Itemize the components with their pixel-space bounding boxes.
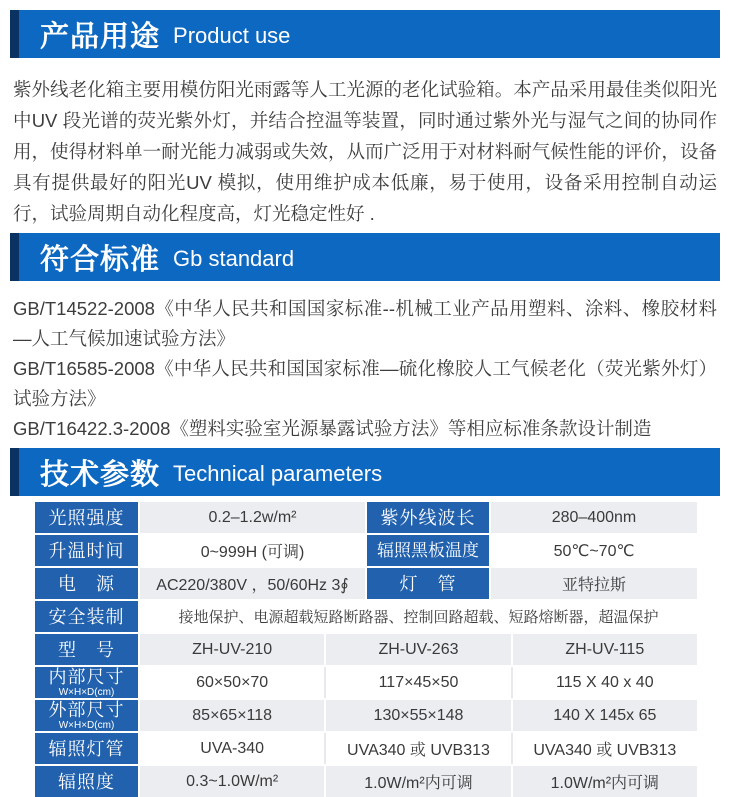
spec-row-irradiance	[35, 766, 697, 797]
section-title-cn: 技术参数	[40, 458, 161, 491]
spec-value: ZH-UV-210	[140, 634, 324, 665]
spec-label	[35, 700, 138, 731]
standard-item: GB/T16422.3-2008《塑料实验室光源暴露试验方法》等相应标准条款设计制造	[13, 418, 652, 439]
spec-value: 亚特拉斯	[491, 568, 697, 599]
spec-value: UVA340 或 UVB313	[326, 733, 510, 764]
section-title-en: Technical parameters	[173, 461, 383, 486]
banner-left-accent	[10, 233, 19, 281]
spec-value: 0.3~1.0W/m²	[140, 766, 324, 797]
spec-label: 安全装制	[35, 601, 138, 632]
spec-value: 50℃~70℃	[491, 535, 697, 566]
spec-label-sub: W×H×D(cm)	[58, 687, 115, 698]
section-title-en: Product use	[173, 23, 291, 48]
standard-item: GB/T16585-2008《中华人民共和国国家标准—硫化橡胶人工气候老化（荧光紫外灯）试验方法》	[13, 358, 717, 409]
section-title-cn: 产品用途	[40, 20, 161, 53]
spec-label: 辐照黑板温度	[367, 535, 489, 566]
spec-value: 60×50×70	[140, 667, 324, 698]
standards-list	[13, 294, 717, 444]
standard-item: GB/T14522-2008《中华人民共和国国家标准--机械工业产品用塑料、涂料、橡胶材料—人工气候加速试验方法》	[13, 298, 717, 349]
spec-value: 0.2–1.2w/m²	[140, 502, 365, 533]
banner-left-accent	[10, 448, 19, 496]
spec-row-safety-devices	[35, 601, 697, 632]
spec-row-radiation-lamp	[35, 733, 697, 764]
spec-value: 130×55×148	[326, 700, 510, 731]
spec-row-model	[35, 634, 697, 665]
spec-row-outer-size	[35, 700, 697, 731]
section-title-en: Gb standard	[173, 246, 295, 271]
section-banner-product-use	[10, 10, 720, 58]
spec-value: UVA-340	[140, 733, 324, 764]
spec-label	[35, 634, 138, 665]
spec-row-inner-size	[35, 667, 697, 698]
banner-left-accent	[10, 10, 19, 58]
section-banner-technical-parameters	[10, 448, 720, 496]
spec-value: UVA340 或 UVB313	[513, 733, 697, 764]
technical-parameters-table	[35, 502, 697, 797]
spec-row-power	[35, 568, 697, 599]
spec-value: 280–400nm	[491, 502, 697, 533]
spec-label-sub: W×H×D(cm)	[58, 720, 115, 731]
spec-label-text: 型 号	[58, 639, 115, 660]
spec-label	[35, 667, 138, 698]
spec-row-heatup-time	[35, 535, 697, 566]
spec-label	[35, 733, 138, 764]
spec-label: 紫外线波长	[367, 502, 489, 533]
spec-value: 1.0W/m²内可调	[326, 766, 510, 797]
spec-label: 电 源	[35, 568, 138, 599]
spec-label-text: 外部尺寸	[48, 700, 125, 720]
spec-label: 光照强度	[35, 502, 138, 533]
spec-value: 接地保护、电源超载短路断路器、控制回路超载、短路熔断器，超温保护	[140, 601, 697, 632]
spec-label-text: 内部尺寸	[48, 667, 125, 687]
spec-label	[35, 766, 138, 797]
spec-value: 140 X 145x 65	[513, 700, 697, 731]
spec-value: 85×65×118	[140, 700, 324, 731]
spec-value: 1.0W/m²内可调	[513, 766, 697, 797]
spec-label-text: 辐照度	[58, 771, 115, 792]
spec-row-light-intensity	[35, 502, 697, 533]
product-use-paragraph: 紫外线老化箱主要用模仿阳光雨露等人工光源的老化试验箱。本产品采用最佳类似阳光中UV 段光谱的荧光紫外灯，并结合控温等装置，同时通过紫外光与湿气之间的协同作用，使得材料单一耐光能力减弱或失效，从而广泛用于对材料耐气候性能的评价，设备具有提供最好的阳光UV 模拟，使用维护成本低廉，易于使用，设备采用控制自动运行，试验周期自动化程度高，灯光稳定性好 .	[13, 79, 717, 224]
spec-label-text: 辐照灯管	[48, 738, 125, 759]
spec-value: 115 X 40 x 40	[513, 667, 697, 698]
section-banner-gb-standard	[10, 233, 720, 281]
spec-label: 灯 管	[367, 568, 489, 599]
section-title-cn: 符合标准	[40, 243, 161, 276]
spec-value: 117×45×50	[326, 667, 510, 698]
spec-value: 0~999H (可调)	[140, 535, 365, 566]
spec-label: 升温时间	[35, 535, 138, 566]
spec-value: AC220/380V ，50/60Hz 3∮	[140, 568, 365, 599]
spec-value: ZH-UV-263	[326, 634, 510, 665]
spec-value: ZH-UV-115	[513, 634, 697, 665]
